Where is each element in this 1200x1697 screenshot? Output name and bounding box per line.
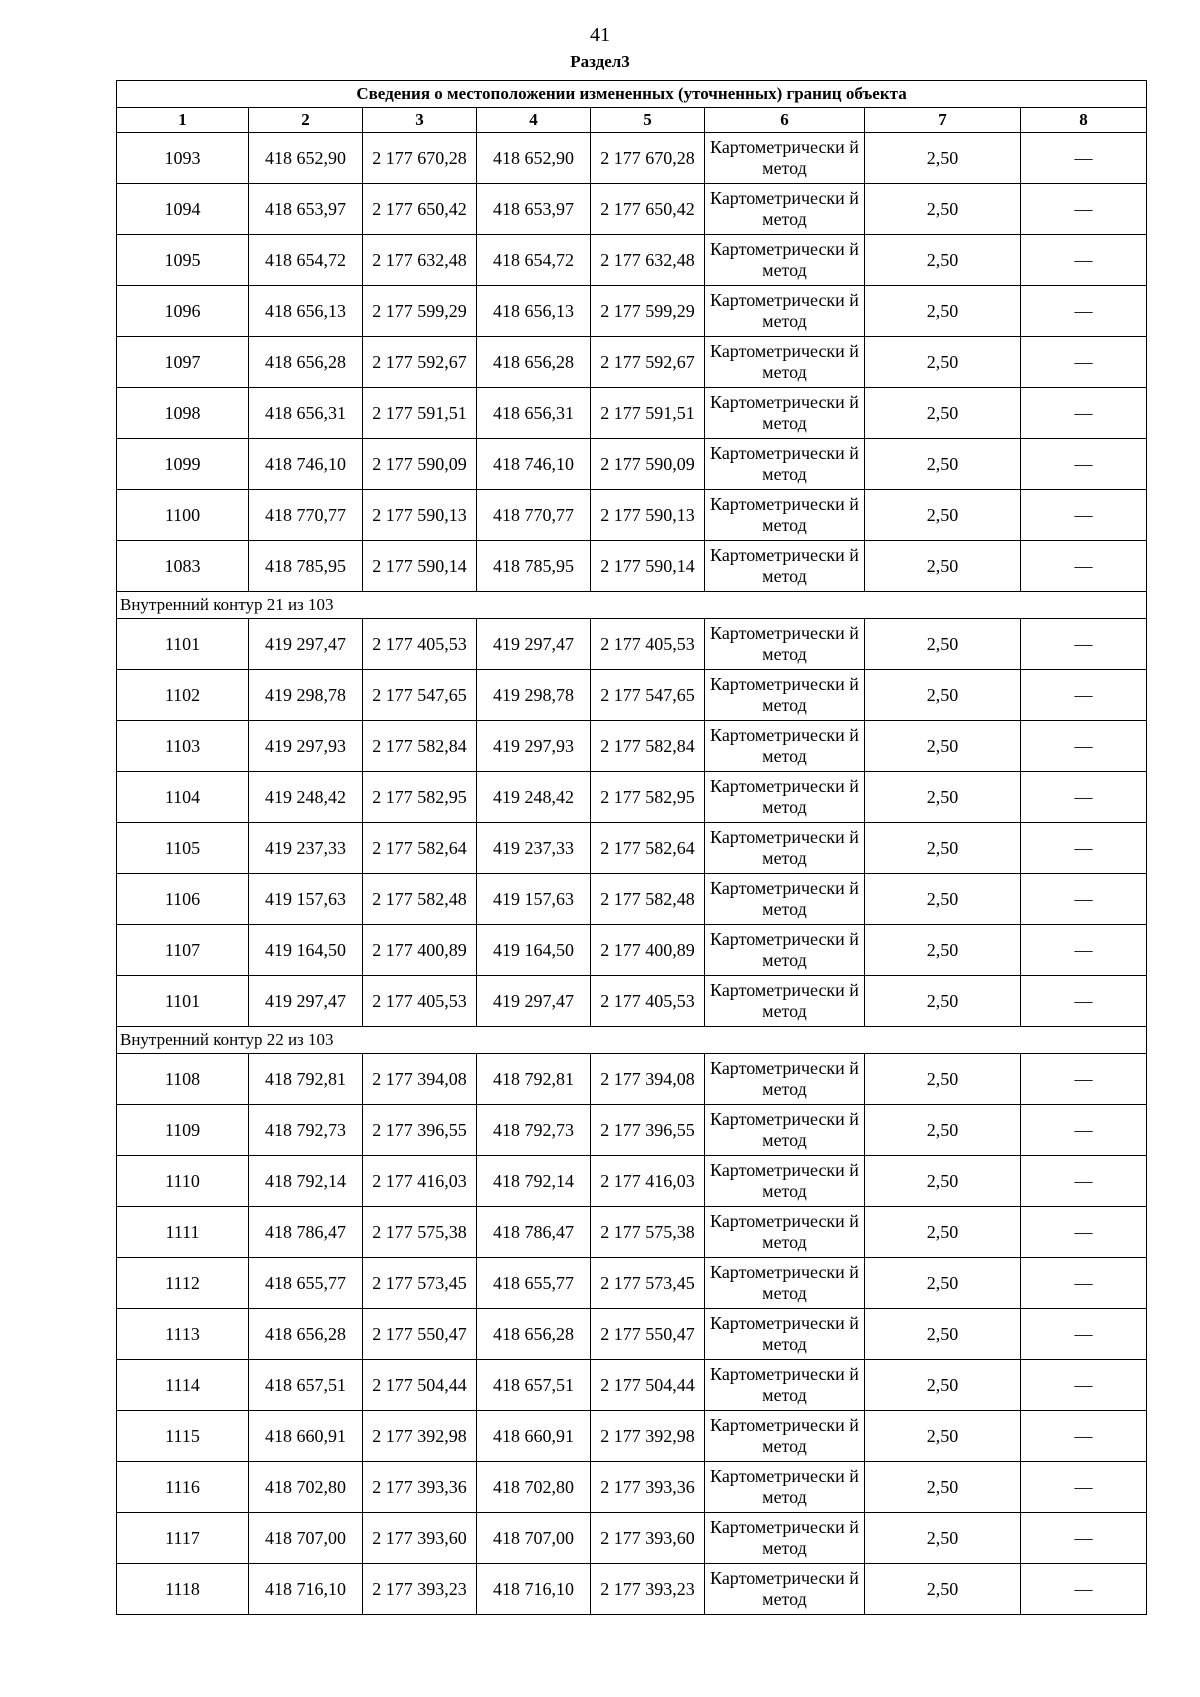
description-cell: — <box>1021 772 1147 823</box>
table-row <box>117 619 1147 670</box>
x-old-cell: 418 702,80 <box>249 1462 363 1513</box>
method-cell: Картометрически й метод <box>705 823 865 874</box>
y-new-cell: 2 177 650,42 <box>591 184 705 235</box>
x-old-cell: 418 716,10 <box>249 1564 363 1615</box>
description-cell: — <box>1021 1105 1147 1156</box>
x-new-cell: 419 164,50 <box>477 925 591 976</box>
accuracy-cell: 2,50 <box>865 1207 1021 1258</box>
column-number: 5 <box>591 108 705 133</box>
x-new-cell: 418 792,73 <box>477 1105 591 1156</box>
column-number: 4 <box>477 108 591 133</box>
method-cell: Картометрически й метод <box>705 1309 865 1360</box>
accuracy-cell: 2,50 <box>865 670 1021 721</box>
point-number-cell: 1113 <box>117 1309 249 1360</box>
y-old-cell: 2 177 547,65 <box>363 670 477 721</box>
method-cell: Картометрически й метод <box>705 541 865 592</box>
y-old-cell: 2 177 393,60 <box>363 1513 477 1564</box>
table-row <box>117 133 1147 184</box>
point-number-cell: 1101 <box>117 619 249 670</box>
y-new-cell: 2 177 393,60 <box>591 1513 705 1564</box>
description-cell: — <box>1021 439 1147 490</box>
y-old-cell: 2 177 393,23 <box>363 1564 477 1615</box>
section-title: Раздел3 <box>570 52 630 71</box>
x-new-cell: 418 792,14 <box>477 1156 591 1207</box>
x-old-cell: 418 656,28 <box>249 1309 363 1360</box>
point-number-cell: 1112 <box>117 1258 249 1309</box>
method-cell: Картометрически й метод <box>705 721 865 772</box>
x-new-cell: 419 237,33 <box>477 823 591 874</box>
method-cell: Картометрически й метод <box>705 1105 865 1156</box>
y-new-cell: 2 177 550,47 <box>591 1309 705 1360</box>
method-cell: Картометрически й метод <box>705 670 865 721</box>
y-old-cell: 2 177 405,53 <box>363 619 477 670</box>
table-row <box>117 490 1147 541</box>
x-old-cell: 419 297,93 <box>249 721 363 772</box>
description-cell: — <box>1021 721 1147 772</box>
method-cell: Картометрически й метод <box>705 388 865 439</box>
point-number-cell: 1099 <box>117 439 249 490</box>
point-number-cell: 1110 <box>117 1156 249 1207</box>
accuracy-cell: 2,50 <box>865 772 1021 823</box>
x-old-cell: 419 164,50 <box>249 925 363 976</box>
x-old-cell: 419 248,42 <box>249 772 363 823</box>
table-row <box>117 286 1147 337</box>
accuracy-cell: 2,50 <box>865 1054 1021 1105</box>
table-row <box>117 823 1147 874</box>
y-old-cell: 2 177 394,08 <box>363 1054 477 1105</box>
y-old-cell: 2 177 582,84 <box>363 721 477 772</box>
y-new-cell: 2 177 575,38 <box>591 1207 705 1258</box>
description-cell: — <box>1021 1054 1147 1105</box>
column-number: 7 <box>865 108 1021 133</box>
column-number-row <box>117 108 1147 133</box>
method-cell: Картометрически й метод <box>705 337 865 388</box>
accuracy-cell: 2,50 <box>865 388 1021 439</box>
x-old-cell: 418 656,13 <box>249 286 363 337</box>
y-old-cell: 2 177 393,36 <box>363 1462 477 1513</box>
description-cell: — <box>1021 1258 1147 1309</box>
x-new-cell: 418 656,28 <box>477 337 591 388</box>
x-new-cell: 418 655,77 <box>477 1258 591 1309</box>
x-new-cell: 418 746,10 <box>477 439 591 490</box>
method-cell: Картометрически й метод <box>705 439 865 490</box>
column-number: 2 <box>249 108 363 133</box>
table-row <box>117 1105 1147 1156</box>
y-old-cell: 2 177 650,42 <box>363 184 477 235</box>
table-row <box>117 1054 1147 1105</box>
table-row <box>117 772 1147 823</box>
method-cell: Картометрически й метод <box>705 772 865 823</box>
y-new-cell: 2 177 392,98 <box>591 1411 705 1462</box>
point-number-cell: 1101 <box>117 976 249 1027</box>
accuracy-cell: 2,50 <box>865 1156 1021 1207</box>
description-cell: — <box>1021 976 1147 1027</box>
accuracy-cell: 2,50 <box>865 1564 1021 1615</box>
y-old-cell: 2 177 590,13 <box>363 490 477 541</box>
description-cell: — <box>1021 1564 1147 1615</box>
description-cell: — <box>1021 1360 1147 1411</box>
table-row <box>117 1564 1147 1615</box>
y-new-cell: 2 177 582,84 <box>591 721 705 772</box>
point-number-cell: 1104 <box>117 772 249 823</box>
method-cell: Картометрически й метод <box>705 1258 865 1309</box>
table-row <box>117 1360 1147 1411</box>
accuracy-cell: 2,50 <box>865 1258 1021 1309</box>
point-number-cell: 1115 <box>117 1411 249 1462</box>
x-new-cell: 418 654,72 <box>477 235 591 286</box>
accuracy-cell: 2,50 <box>865 925 1021 976</box>
x-old-cell: 418 655,77 <box>249 1258 363 1309</box>
accuracy-cell: 2,50 <box>865 235 1021 286</box>
accuracy-cell: 2,50 <box>865 1411 1021 1462</box>
x-new-cell: 418 785,95 <box>477 541 591 592</box>
description-cell: — <box>1021 286 1147 337</box>
y-new-cell: 2 177 592,67 <box>591 337 705 388</box>
point-number-cell: 1109 <box>117 1105 249 1156</box>
x-old-cell: 418 746,10 <box>249 439 363 490</box>
column-number: 8 <box>1021 108 1147 133</box>
accuracy-cell: 2,50 <box>865 439 1021 490</box>
y-new-cell: 2 177 590,09 <box>591 439 705 490</box>
description-cell: — <box>1021 1309 1147 1360</box>
method-cell: Картометрически й метод <box>705 1054 865 1105</box>
description-cell: — <box>1021 1156 1147 1207</box>
accuracy-cell: 2,50 <box>865 541 1021 592</box>
method-cell: Картометрически й метод <box>705 1156 865 1207</box>
y-new-cell: 2 177 393,23 <box>591 1564 705 1615</box>
x-old-cell: 418 792,14 <box>249 1156 363 1207</box>
description-cell: — <box>1021 1207 1147 1258</box>
description-cell: — <box>1021 1411 1147 1462</box>
y-old-cell: 2 177 392,98 <box>363 1411 477 1462</box>
table-row <box>117 235 1147 286</box>
accuracy-cell: 2,50 <box>865 874 1021 925</box>
y-new-cell: 2 177 416,03 <box>591 1156 705 1207</box>
y-new-cell: 2 177 573,45 <box>591 1258 705 1309</box>
method-cell: Картометрически й метод <box>705 874 865 925</box>
x-old-cell: 418 656,28 <box>249 337 363 388</box>
y-old-cell: 2 177 590,09 <box>363 439 477 490</box>
table-row <box>117 184 1147 235</box>
y-new-cell: 2 177 394,08 <box>591 1054 705 1105</box>
x-new-cell: 418 656,31 <box>477 388 591 439</box>
table-row <box>117 1258 1147 1309</box>
x-new-cell: 418 657,51 <box>477 1360 591 1411</box>
x-old-cell: 418 656,31 <box>249 388 363 439</box>
method-cell: Картометрически й метод <box>705 1207 865 1258</box>
y-old-cell: 2 177 590,14 <box>363 541 477 592</box>
y-old-cell: 2 177 582,48 <box>363 874 477 925</box>
x-new-cell: 418 656,13 <box>477 286 591 337</box>
y-old-cell: 2 177 670,28 <box>363 133 477 184</box>
y-new-cell: 2 177 582,95 <box>591 772 705 823</box>
table-row <box>117 1207 1147 1258</box>
accuracy-cell: 2,50 <box>865 823 1021 874</box>
table-row <box>117 1513 1147 1564</box>
point-number-cell: 1105 <box>117 823 249 874</box>
table-row <box>117 976 1147 1027</box>
x-new-cell: 419 248,42 <box>477 772 591 823</box>
y-new-cell: 2 177 582,64 <box>591 823 705 874</box>
table-row <box>117 1156 1147 1207</box>
method-cell: Картометрически й метод <box>705 1564 865 1615</box>
accuracy-cell: 2,50 <box>865 337 1021 388</box>
y-old-cell: 2 177 396,55 <box>363 1105 477 1156</box>
y-new-cell: 2 177 393,36 <box>591 1462 705 1513</box>
table-row <box>117 1462 1147 1513</box>
table-body <box>117 133 1147 1615</box>
x-new-cell: 418 786,47 <box>477 1207 591 1258</box>
contour-label: Внутренний контур 21 из 103 <box>117 592 1147 619</box>
y-new-cell: 2 177 400,89 <box>591 925 705 976</box>
point-number-cell: 1097 <box>117 337 249 388</box>
y-old-cell: 2 177 599,29 <box>363 286 477 337</box>
y-new-cell: 2 177 582,48 <box>591 874 705 925</box>
y-old-cell: 2 177 550,47 <box>363 1309 477 1360</box>
page-number: 41 <box>590 24 610 46</box>
x-new-cell: 418 716,10 <box>477 1564 591 1615</box>
table-row <box>117 1309 1147 1360</box>
x-new-cell: 418 660,91 <box>477 1411 591 1462</box>
y-old-cell: 2 177 575,38 <box>363 1207 477 1258</box>
x-new-cell: 418 656,28 <box>477 1309 591 1360</box>
point-number-cell: 1118 <box>117 1564 249 1615</box>
accuracy-cell: 2,50 <box>865 619 1021 670</box>
point-number-cell: 1083 <box>117 541 249 592</box>
method-cell: Картометрически й метод <box>705 1360 865 1411</box>
method-cell: Картометрически й метод <box>705 133 865 184</box>
x-new-cell: 418 653,97 <box>477 184 591 235</box>
point-number-cell: 1106 <box>117 874 249 925</box>
x-old-cell: 418 786,47 <box>249 1207 363 1258</box>
description-cell: — <box>1021 874 1147 925</box>
x-old-cell: 418 660,91 <box>249 1411 363 1462</box>
x-new-cell: 418 792,81 <box>477 1054 591 1105</box>
column-number: 3 <box>363 108 477 133</box>
description-cell: — <box>1021 337 1147 388</box>
description-cell: — <box>1021 1462 1147 1513</box>
x-old-cell: 418 785,95 <box>249 541 363 592</box>
method-cell: Картометрически й метод <box>705 184 865 235</box>
y-old-cell: 2 177 582,64 <box>363 823 477 874</box>
table-row <box>117 670 1147 721</box>
table-row <box>117 1411 1147 1462</box>
x-old-cell: 419 297,47 <box>249 619 363 670</box>
point-number-cell: 1100 <box>117 490 249 541</box>
point-number-cell: 1095 <box>117 235 249 286</box>
x-old-cell: 418 707,00 <box>249 1513 363 1564</box>
point-number-cell: 1117 <box>117 1513 249 1564</box>
x-old-cell: 419 237,33 <box>249 823 363 874</box>
table-row <box>117 388 1147 439</box>
y-new-cell: 2 177 670,28 <box>591 133 705 184</box>
y-old-cell: 2 177 416,03 <box>363 1156 477 1207</box>
x-new-cell: 419 298,78 <box>477 670 591 721</box>
contour-header-row <box>117 592 1147 619</box>
column-number: 6 <box>705 108 865 133</box>
accuracy-cell: 2,50 <box>865 184 1021 235</box>
point-number-cell: 1093 <box>117 133 249 184</box>
method-cell: Картометрически й метод <box>705 490 865 541</box>
description-cell: — <box>1021 925 1147 976</box>
description-cell: — <box>1021 541 1147 592</box>
table-row <box>117 439 1147 490</box>
x-new-cell: 419 297,93 <box>477 721 591 772</box>
table-row <box>117 874 1147 925</box>
table-row <box>117 925 1147 976</box>
accuracy-cell: 2,50 <box>865 1360 1021 1411</box>
description-cell: — <box>1021 619 1147 670</box>
y-new-cell: 2 177 405,53 <box>591 976 705 1027</box>
accuracy-cell: 2,50 <box>865 1309 1021 1360</box>
y-old-cell: 2 177 573,45 <box>363 1258 477 1309</box>
y-new-cell: 2 177 396,55 <box>591 1105 705 1156</box>
y-new-cell: 2 177 590,14 <box>591 541 705 592</box>
description-cell: — <box>1021 388 1147 439</box>
x-new-cell: 419 297,47 <box>477 976 591 1027</box>
accuracy-cell: 2,50 <box>865 1462 1021 1513</box>
description-cell: — <box>1021 235 1147 286</box>
y-old-cell: 2 177 582,95 <box>363 772 477 823</box>
point-number-cell: 1108 <box>117 1054 249 1105</box>
accuracy-cell: 2,50 <box>865 1105 1021 1156</box>
table-row <box>117 721 1147 772</box>
x-old-cell: 419 157,63 <box>249 874 363 925</box>
description-cell: — <box>1021 670 1147 721</box>
accuracy-cell: 2,50 <box>865 721 1021 772</box>
accuracy-cell: 2,50 <box>865 133 1021 184</box>
y-old-cell: 2 177 592,67 <box>363 337 477 388</box>
point-number-cell: 1102 <box>117 670 249 721</box>
method-cell: Картометрически й метод <box>705 1513 865 1564</box>
point-number-cell: 1103 <box>117 721 249 772</box>
method-cell: Картометрически й метод <box>705 619 865 670</box>
x-old-cell: 419 298,78 <box>249 670 363 721</box>
table-row <box>117 337 1147 388</box>
point-number-cell: 1114 <box>117 1360 249 1411</box>
contour-label: Внутренний контур 22 из 103 <box>117 1027 1147 1054</box>
point-number-cell: 1116 <box>117 1462 249 1513</box>
x-old-cell: 418 657,51 <box>249 1360 363 1411</box>
description-cell: — <box>1021 184 1147 235</box>
x-new-cell: 419 157,63 <box>477 874 591 925</box>
y-old-cell: 2 177 504,44 <box>363 1360 477 1411</box>
y-new-cell: 2 177 405,53 <box>591 619 705 670</box>
table-caption: Сведения о местоположении измененных (уточненных) границ объекта <box>117 81 1147 108</box>
y-old-cell: 2 177 632,48 <box>363 235 477 286</box>
method-cell: Картометрически й метод <box>705 925 865 976</box>
y-old-cell: 2 177 405,53 <box>363 976 477 1027</box>
x-old-cell: 418 792,81 <box>249 1054 363 1105</box>
accuracy-cell: 2,50 <box>865 1513 1021 1564</box>
y-new-cell: 2 177 547,65 <box>591 670 705 721</box>
y-new-cell: 2 177 590,13 <box>591 490 705 541</box>
x-old-cell: 418 653,97 <box>249 184 363 235</box>
description-cell: — <box>1021 133 1147 184</box>
method-cell: Картометрически й метод <box>705 1411 865 1462</box>
description-cell: — <box>1021 490 1147 541</box>
point-number-cell: 1107 <box>117 925 249 976</box>
description-cell: — <box>1021 823 1147 874</box>
x-old-cell: 419 297,47 <box>249 976 363 1027</box>
point-number-cell: 1094 <box>117 184 249 235</box>
y-new-cell: 2 177 591,51 <box>591 388 705 439</box>
y-new-cell: 2 177 599,29 <box>591 286 705 337</box>
x-new-cell: 418 652,90 <box>477 133 591 184</box>
accuracy-cell: 2,50 <box>865 976 1021 1027</box>
y-old-cell: 2 177 400,89 <box>363 925 477 976</box>
description-cell: — <box>1021 1513 1147 1564</box>
y-new-cell: 2 177 632,48 <box>591 235 705 286</box>
accuracy-cell: 2,50 <box>865 286 1021 337</box>
boundary-coordinates-table <box>116 80 1147 1615</box>
x-new-cell: 418 707,00 <box>477 1513 591 1564</box>
point-number-cell: 1096 <box>117 286 249 337</box>
table-row <box>117 541 1147 592</box>
method-cell: Картометрически й метод <box>705 976 865 1027</box>
x-old-cell: 418 654,72 <box>249 235 363 286</box>
method-cell: Картометрически й метод <box>705 1462 865 1513</box>
contour-header-row <box>117 1027 1147 1054</box>
method-cell: Картометрически й метод <box>705 235 865 286</box>
point-number-cell: 1111 <box>117 1207 249 1258</box>
y-old-cell: 2 177 591,51 <box>363 388 477 439</box>
point-number-cell: 1098 <box>117 388 249 439</box>
x-old-cell: 418 770,77 <box>249 490 363 541</box>
x-old-cell: 418 792,73 <box>249 1105 363 1156</box>
column-number: 1 <box>117 108 249 133</box>
y-new-cell: 2 177 504,44 <box>591 1360 705 1411</box>
x-new-cell: 418 702,80 <box>477 1462 591 1513</box>
x-old-cell: 418 652,90 <box>249 133 363 184</box>
x-new-cell: 419 297,47 <box>477 619 591 670</box>
accuracy-cell: 2,50 <box>865 490 1021 541</box>
x-new-cell: 418 770,77 <box>477 490 591 541</box>
method-cell: Картометрически й метод <box>705 286 865 337</box>
